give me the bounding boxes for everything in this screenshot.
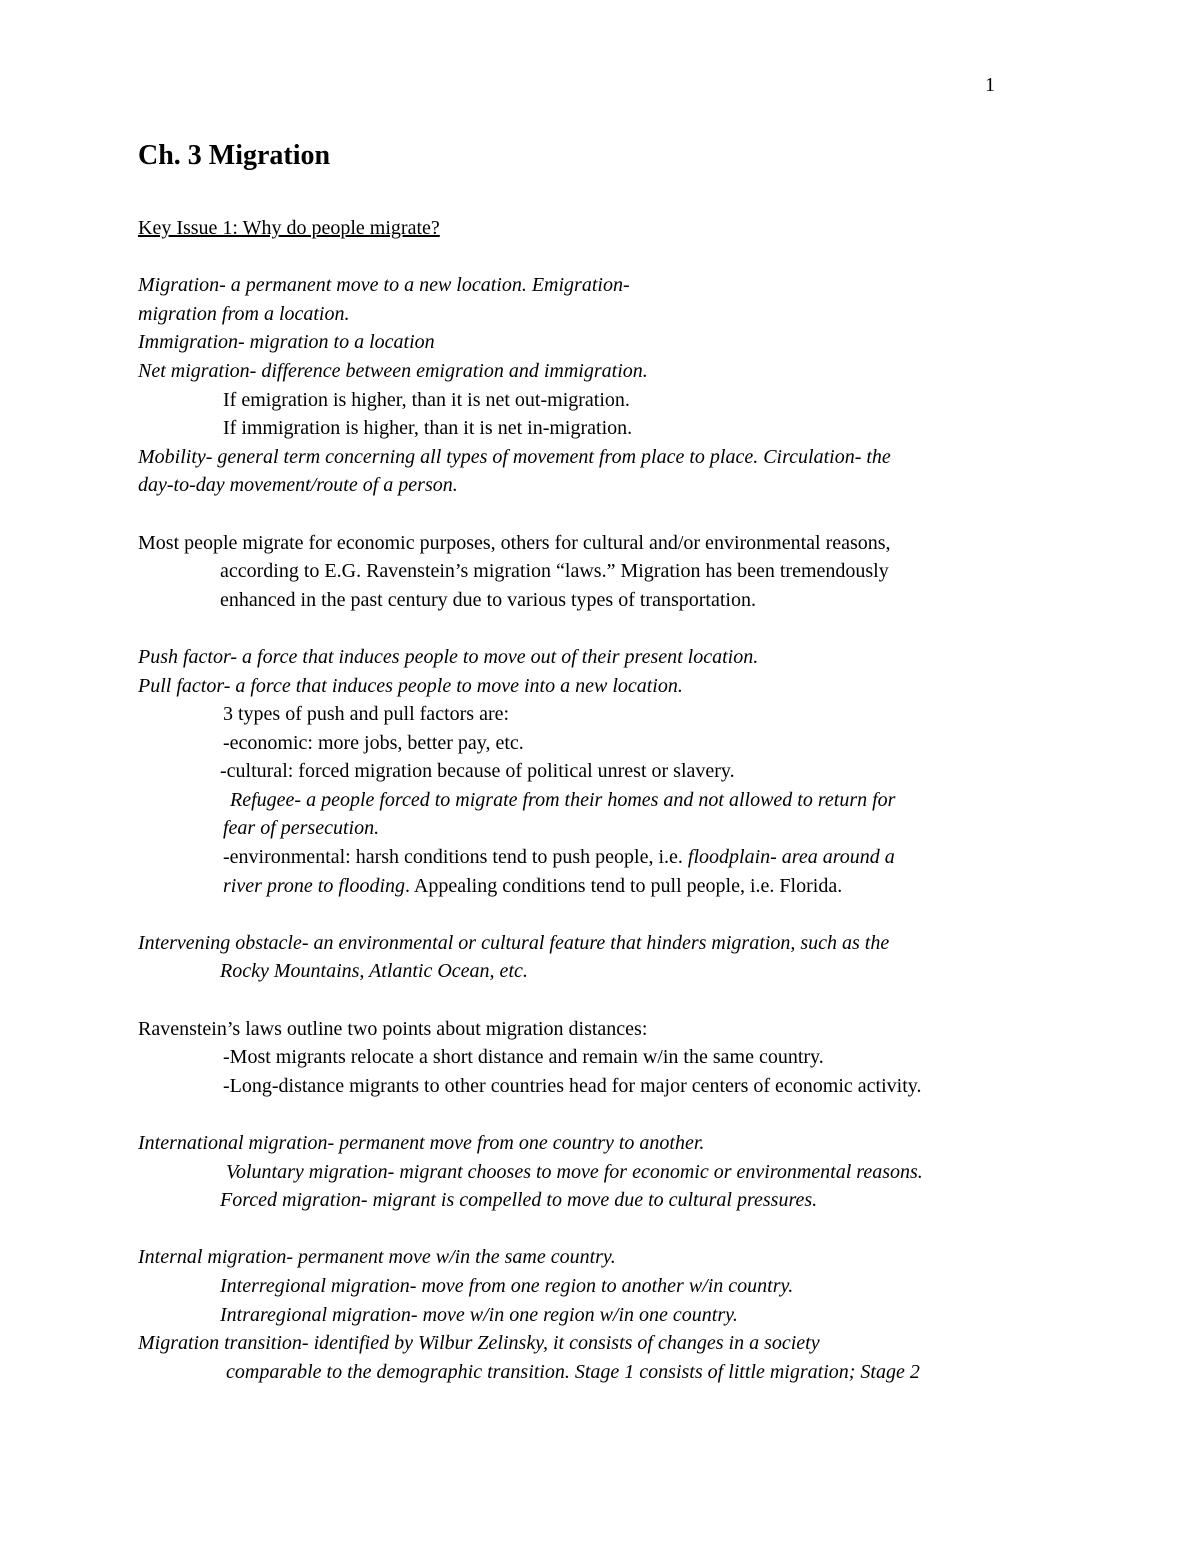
net-out-migration: If emigration is higher, than it is net out-migration. (223, 388, 630, 411)
env-text-cont: . Appealing conditions tend to pull people, i.e. Florida. (405, 874, 843, 897)
def-voluntary-migration: Voluntary migration- migrant chooses to move for economic or environmental reasons. (226, 1160, 923, 1183)
def-international-migration: International migration- permanent move from one country to another. (138, 1132, 705, 1154)
def-forced-migration: Forced migration- migrant is compelled to move due to cultural pressures. (220, 1189, 818, 1212)
ravenstein-law-2: -Long-distance migrants to other countries head for major centers of economic activity. (223, 1074, 922, 1097)
def-migration: Migration- a permanent move to a new location. Emigration- (138, 274, 630, 297)
def-immigration: Immigration- migration to a location (138, 331, 435, 354)
def-internal-migration: Internal migration- permanent move w/in the same country. (138, 1246, 616, 1269)
def-intervening-obstacle-cont: Rocky Mountains, Atlantic Ocean, etc. (220, 960, 528, 983)
env-text: -environmental: harsh conditions tend to push people, i.e. (223, 846, 688, 869)
def-interregional-migration: Interregional migration- move from one region to another w/in country. (220, 1274, 794, 1297)
chapter-title: Ch. 3 Migration (138, 140, 331, 171)
econ-paragraph-line1: Most people migrate for economic purposes, others for cultural and/or environmental reasons, (138, 531, 891, 554)
net-in-migration: If immigration is higher, than it is net in-migration. (223, 417, 633, 440)
def-net-migration: Net migration- difference between emigration and immigration. (138, 359, 648, 382)
def-refugee-line1: Refugee- a people forced to migrate from their homes and not allowed to return for (230, 788, 896, 811)
def-intervening-obstacle: Intervening obstacle- an environmental or cultural feature that hinders migration, such as the (138, 931, 890, 954)
def-migration-cont: migration from a location. (138, 302, 350, 325)
page-number: 1 (985, 74, 995, 96)
def-mobility-cont: day-to-day movement/route of a person. (138, 474, 458, 497)
def-refugee-line2: fear of persecution. (223, 817, 380, 840)
ravenstein-law-1: -Most migrants relocate a short distance and remain w/in the same country. (223, 1046, 824, 1069)
factor-cultural: -cultural: forced migration because of political unrest or slavery. (220, 760, 735, 783)
def-pull-factor: Pull factor- a force that induces people to move into a new location. (138, 674, 683, 697)
econ-paragraph-line3: enhanced in the past century due to various types of transportation. (220, 588, 756, 611)
def-intraregional-migration: Intraregional migration- move w/in one region w/in one country. (220, 1303, 738, 1326)
def-floodplain-cont: river prone to flooding (223, 874, 406, 897)
def-migration-transition-cont: comparable to the demographic transition. Stage 1 consists of little migration; Stage 2 (226, 1360, 920, 1383)
econ-paragraph-line2: according to E.G. Ravenstein’s migration “laws.” Migration has been tremendously (220, 560, 889, 583)
def-migration-transition: Migration transition- identified by Wilbur Zelinsky, it consists of changes in a society (138, 1332, 820, 1355)
key-issue-heading: Key Issue 1: Why do people migrate? (138, 217, 440, 239)
ravenstein-laws-intro: Ravenstein’s laws outline two points about migration distances: (138, 1017, 648, 1040)
def-mobility: Mobility- general term concerning all types of movement from place to place. Circulation- the (138, 445, 891, 468)
factor-environmental-line2 (138, 872, 1068, 901)
document-body (138, 214, 1068, 1386)
factor-economic: -economic: more jobs, better pay, etc. (223, 731, 524, 754)
factor-types-heading: 3 types of push and pull factors are: (223, 703, 510, 726)
def-floodplain: floodplain- area around a (687, 846, 895, 869)
factor-environmental-line1 (138, 843, 1068, 872)
def-push-factor: Push factor- a force that induces people to move out of their present location. (138, 645, 759, 668)
